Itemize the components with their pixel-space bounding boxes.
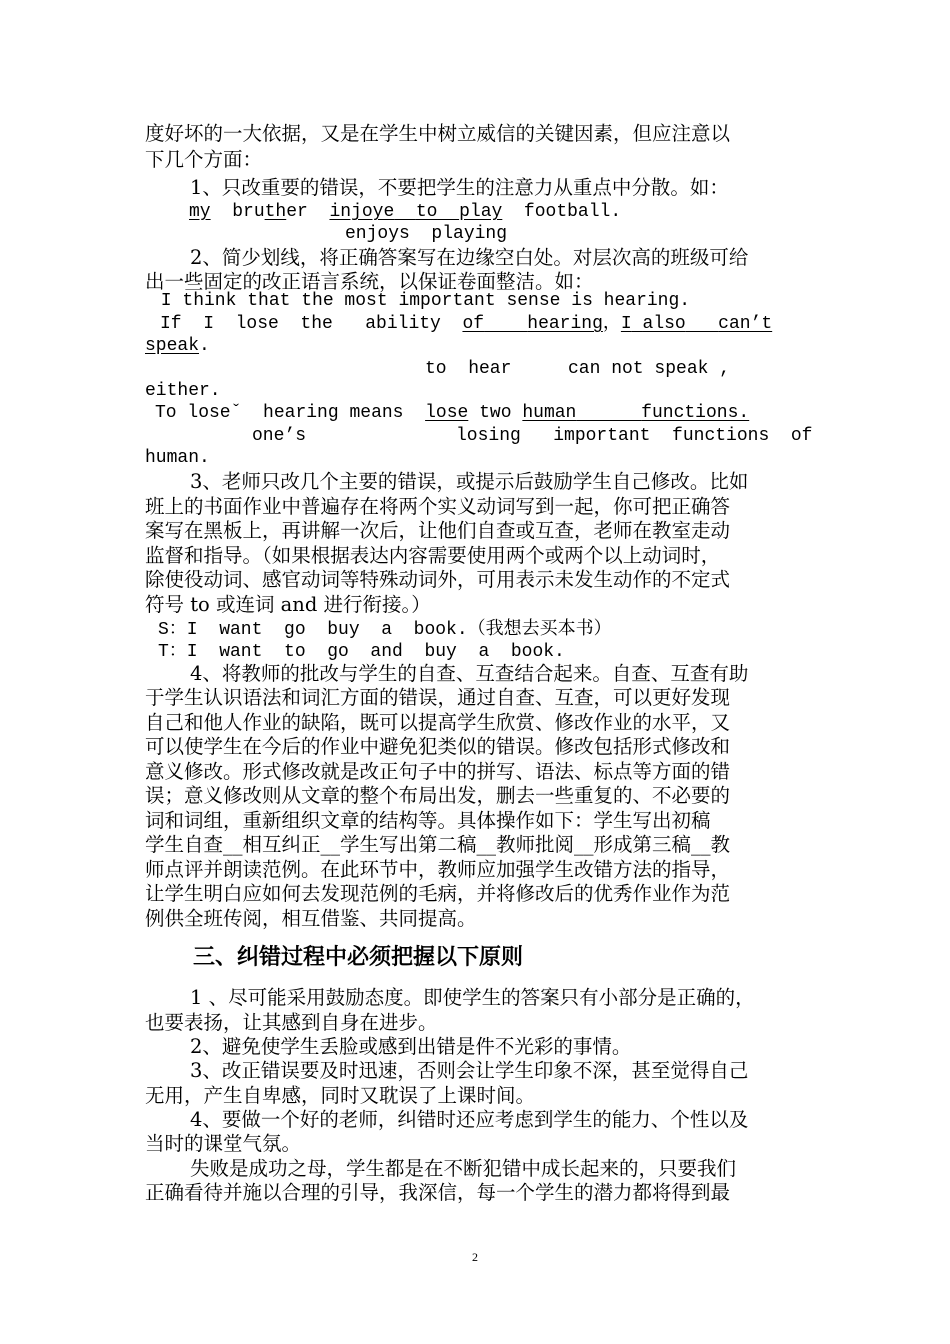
underlined-word: my xyxy=(189,202,211,222)
underlined-phrase: I also can’t xyxy=(620,314,773,334)
underlined-letters: th xyxy=(264,202,287,222)
item-2-line: 2、简少划线，将正确答案写在边缘空白处。对层次高的班级可给 xyxy=(190,246,749,269)
paragraph-line: 班上的书面作业中普遍存在将两个实义动词写到一起，你可把正确答 xyxy=(145,495,731,518)
paragraph-line: 可以使学生在今后的作业中避免犯类似的错误。修改包括形式修改和 xyxy=(145,735,731,758)
paragraph-line: 符号 to 或连词 and 进行衔接。） xyxy=(145,593,431,616)
paragraph-line: 除使役动词、感官动词等特殊动词外，可用表示未发生动作的不定式 xyxy=(145,568,731,591)
paragraph-line: 无用，产生自卑感，同时又耽误了上课时间。 xyxy=(145,1084,536,1107)
example-2-line-2: If I lose the ability of hearing，I also can’t xyxy=(160,314,773,334)
insertion-mark: ˇ xyxy=(230,403,242,423)
example-2-line-4: either. xyxy=(145,381,221,401)
conclusion-line: 失败是成功之母，学生都是在不断犯错中成长起来的，只要我们 xyxy=(190,1157,737,1180)
paragraph-line: 度好坏的一大依据，又是在学生中树立威信的关键因素，但应注意以 xyxy=(145,122,731,145)
paragraph-line: 学生自查__相互纠正__学生写出第二稿__教师批阅__形成第三稿__教 xyxy=(145,833,731,856)
example-2-line-3: speak. xyxy=(145,336,210,356)
principle-3-line: 3、改正错误要及时迅速，否则会让学生印象不深，甚至觉得自己 xyxy=(190,1059,749,1082)
example-2-correction-1: to hear xyxy=(425,359,512,379)
paragraph-line: 正确看待并施以合理的引导，我深信，每一个学生的潜力都将得到最 xyxy=(145,1181,731,1204)
underlined-word: speak xyxy=(145,336,200,356)
example-3-correction-1: one’s xyxy=(252,426,307,446)
student-sentence: S：I want go buy a book.（我想去买本书） xyxy=(158,620,612,640)
paragraph-line: 下几个方面： xyxy=(145,148,263,171)
page-number: 2 xyxy=(472,1250,478,1264)
teacher-sentence: T：I want to go and buy a book. xyxy=(158,642,565,662)
paragraph-line: 误；意义修改则从文章的整个布局出发，删去一些重复的、不必要的 xyxy=(145,784,731,807)
paragraph-line: 出一些固定的改正语言系统，以保证卷面整洁。如： xyxy=(145,270,594,293)
example-2-line-1: I think that the most important sense is hearing. xyxy=(150,291,691,311)
paragraph-line: 师点评并朗读范例。在此环节中，教师应加强学生改错方法的指导， xyxy=(145,858,731,881)
paragraph-line: 于学生认识语法和词汇方面的错误，通过自查、互查，可以更好发现 xyxy=(145,686,731,709)
principle-1-line: 1 、尽可能采用鼓励态度。即使学生的答案只有小部分是正确的， xyxy=(190,986,755,1009)
paragraph-line: 监督和指导。（如果根据表达内容需要使用两个或两个以上动词时， xyxy=(145,544,721,567)
paragraph-line: 当时的课堂气氛。 xyxy=(145,1132,302,1155)
underlined-phrase: injoye to play xyxy=(329,202,503,222)
underlined-phrase: human functions. xyxy=(522,403,750,423)
example-2-correction-2: can not speak , xyxy=(568,359,731,379)
paragraph-line: 让学生明白应如何去发现范例的毛病，并将修改后的优秀作业作为范 xyxy=(145,882,731,905)
item-4-line: 4、将教师的批改与学生的自查、互查结合起来。自查、互查有助 xyxy=(190,662,749,685)
example-1-line: my bruther injoye to play football. xyxy=(189,202,622,222)
example-1-correction: enjoys playing xyxy=(345,224,508,244)
paragraph-line: 意义修改。形式修改就是改正句子中的拼写、语法、标点等方面的错 xyxy=(145,760,731,783)
underlined-word: lose xyxy=(425,403,469,423)
paragraph-line: 自己和他人作业的缺陷，既可以提高学生欣赏、修改作业的水平，又 xyxy=(145,711,731,734)
paragraph-line: 也要表扬，让其感到自身在进步。 xyxy=(145,1011,438,1034)
example-3-line-1: To loseˇ hearing means lose two human functions. xyxy=(155,403,750,423)
example-3-line-3: human. xyxy=(145,448,210,468)
paragraph-line: 词和词组，重新组织文章的结构等。具体操作如下：学生写出初稿 xyxy=(145,809,711,832)
section-heading: 三、纠错过程中必须把握以下原则 xyxy=(193,945,524,970)
example-3-correction-2: losing important functions of xyxy=(456,426,813,446)
item-3-line: 3、老师只改几个主要的错误，或提示后鼓励学生自己修改。比如 xyxy=(190,470,749,493)
paragraph-line: 例供全班传阅，相互借鉴、共同提高。 xyxy=(145,907,477,930)
principle-2-line: 2、避免使学生丢脸或感到出错是件不光彩的事情。 xyxy=(190,1035,632,1058)
underlined-phrase: of hearing xyxy=(462,314,603,334)
principle-4-line: 4、要做一个好的老师，纠错时还应考虑到学生的能力、个性以及 xyxy=(190,1108,749,1131)
item-1-line: 1、只改重要的错误，不要把学生的注意力从重点中分散。如： xyxy=(190,176,729,199)
paragraph-line: 案写在黑板上，再讲解一次后，让他们自查或互查，老师在教室走动 xyxy=(145,519,731,542)
